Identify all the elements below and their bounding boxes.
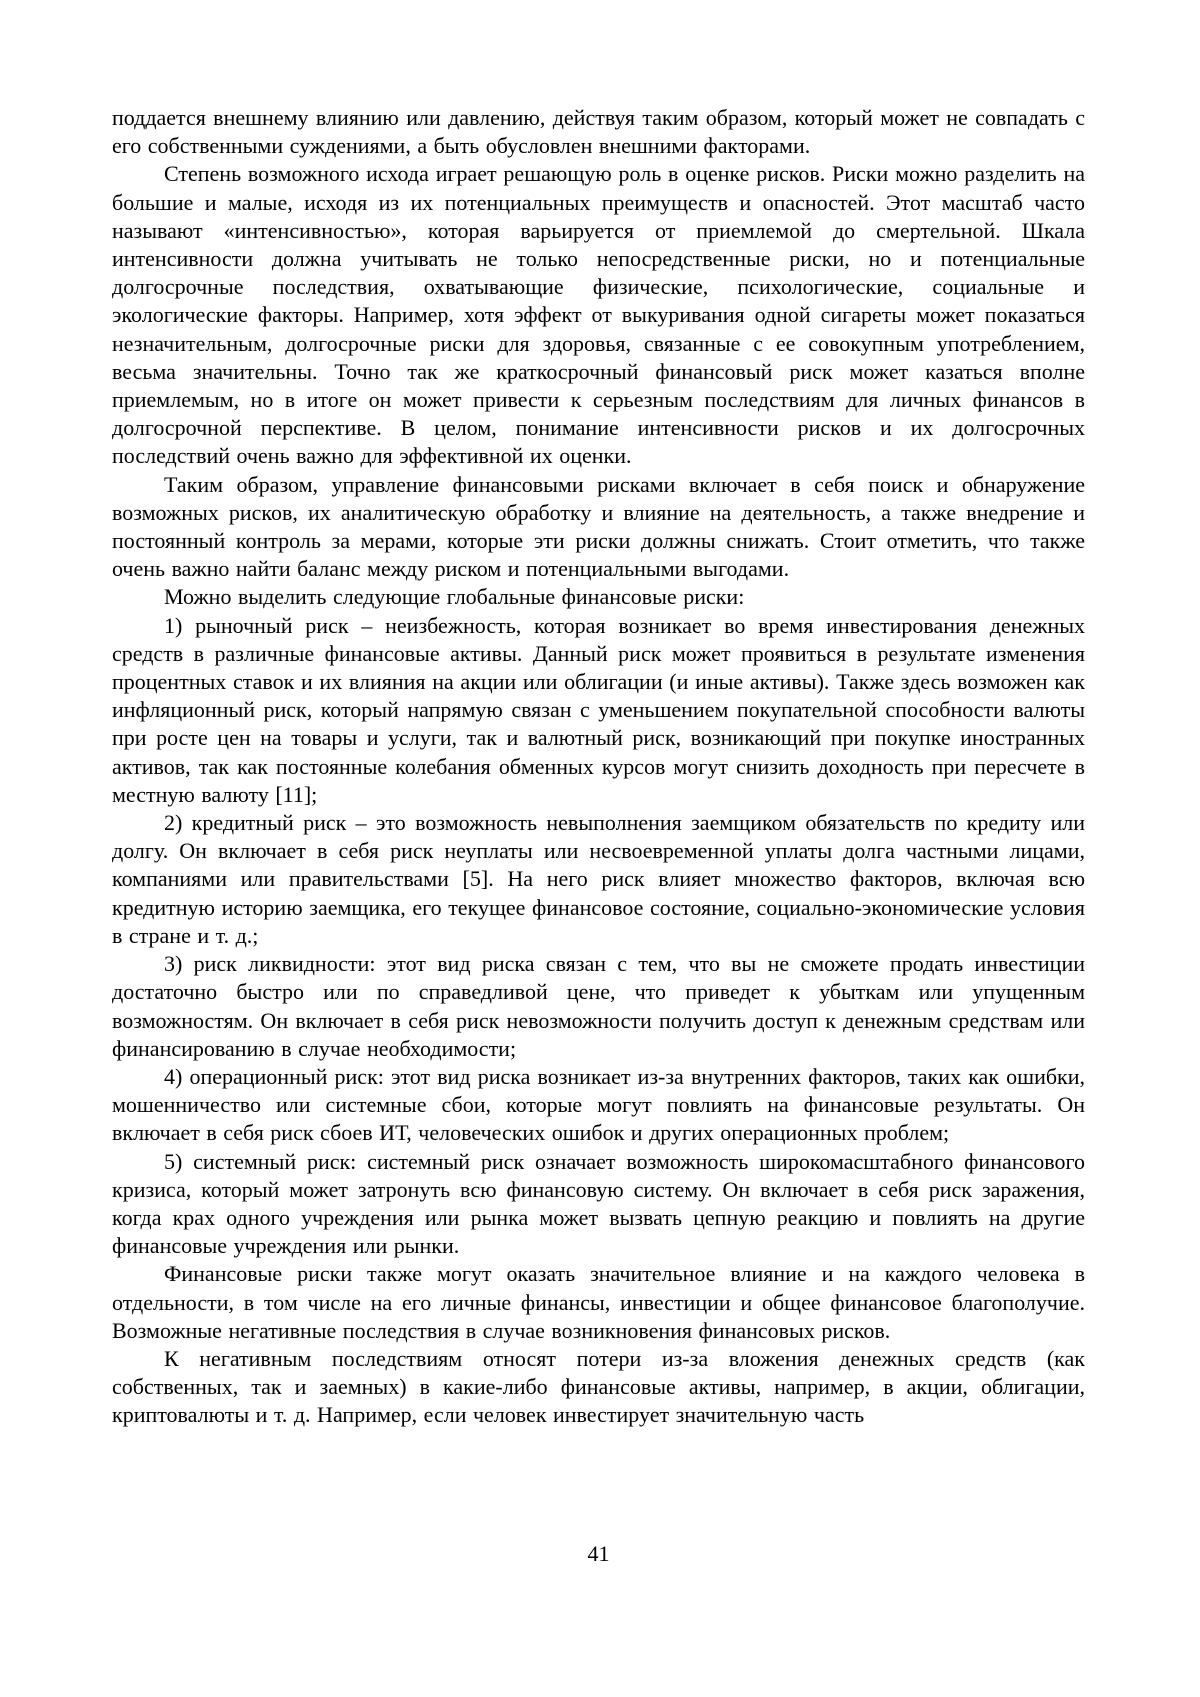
paragraph: К негативным последствиям относят потери из-за вложения денежных средств (как собственных, так и заемных) в какие-либо финансовые активы, например, в акции, облигации, криптовалюты и т. д. Например, если человек инвестирует значительную часть [112, 1345, 1085, 1428]
text-block [112, 104, 1085, 1430]
paragraph: Степень возможного исхода играет решающую роль в оценке рисков. Риски можно разделить на большие и малые, исходя из их потенциальных преимуществ и опасностей. Этот масштаб часто называют «интенсивностью», которая варьируется от приемлемой до смертельной. Шкала интенсивности должна учитывать не только непосредственные риски, но и потенциальные долгосрочные последствия, охватывающие физические, психологические, социальные и экологические факторы. Например, хотя эффект от выкуривания одной сигареты может показаться незначительным, долгосрочные риски для здоровья, связанные с ее совокупным употреблением, весьма значительны. Точно так же краткосрочный финансовый риск может казаться вполне приемлемым, но в итоге он может привести к серьезным последствиям для личных финансов в долгосрочной перспективе. В целом, понимание интенсивности рисков и их долгосрочных последствий очень важно для эффективной их оценки. [112, 161, 1085, 469]
list-item-credit-risk: 2) кредитный риск – это возможность невыполнения заемщиком обязательств по кредиту или долгу. Он включает в себя риск неуплаты или несвоевременной уплаты долга частными лицами, компаниями или правительствами [5]. На него риск влияет множество факторов, включая всю кредитную историю заемщика, его текущее финансовое состояние, социально-экономические условия в стране и т. д.; [112, 810, 1085, 948]
list-item-liquidity-risk: 3) риск ликвидности: этот вид риска связан с тем, что вы не сможете продать инвестиции достаточно быстро или по справедливой цене, что приведет к убыткам или упущенным возможностям. Он включает в себя риск невозможности получить доступ к денежным средствам или финансированию в случае необходимости; [112, 951, 1085, 1061]
paragraph: Можно выделить следующие глобальные финансовые риски: [164, 584, 745, 610]
paragraph: Таким образом, управление финансовыми рисками включает в себя поиск и обнаружение возможных рисков, их аналитическую обработку и влияние на деятельность, а также внедрение и постоянный контроль за мерами, которые эти риски должны снижать. Стоит отметить, что также очень важно найти баланс между риском и потенциальными выгодами. [112, 471, 1085, 582]
list-item-systemic-risk: 5) системный риск: системный риск означает возможность широкомасштабного финансового кризиса, который может затронуть всю финансовую систему. Он включает в себя риск заражения, когда крах одного учреждения или рынка может вызвать цепную реакцию и повлиять на другие финансовые учреждения или рынки. [112, 1148, 1085, 1259]
list-item-market-risk: 1) рыночный риск – неизбежность, которая возникает во время инвестирования денежных средств в различные финансовые активы. Данный риск может проявиться в результате изменения процентных ставок и их влияния на акции или облигации (и иные активы). Также здесь возможен как инфляционный риск, который напрямую связан с уменьшением покупательной способности валюты при росте цен на товары и услуги, так и валютный риск, возникающий при покупке иностранных активов, так как постоянные колебания обменных курсов могут снизить доходность при пересчете в местную валюту [11]; [112, 612, 1085, 807]
paragraph: Финансовые риски также могут оказать значительное влияние и на каждого человека в отдельности, в том числе на его личные финансы, инвестиции и общее финансовое благополучие. Возможные негативные последствия в случае возникновения финансовых рисков. [112, 1261, 1085, 1343]
page-number: 41 [587, 1541, 610, 1566]
list-item-operational-risk: 4) операционный риск: этот вид риска возникает из-за внутренних факторов, таких как ошибки, мошенничество или системные сбои, которые могут повлиять на финансовые результаты. Он включает в себя риск сбоев ИТ, человеческих ошибок и других операционных проблем; [112, 1063, 1085, 1146]
paragraph-continuation: поддается внешнему влиянию или давлению, действуя таким образом, который может не совпадать с его собственными суждениями, а быть обусловлен внешними факторами. [112, 105, 1085, 159]
